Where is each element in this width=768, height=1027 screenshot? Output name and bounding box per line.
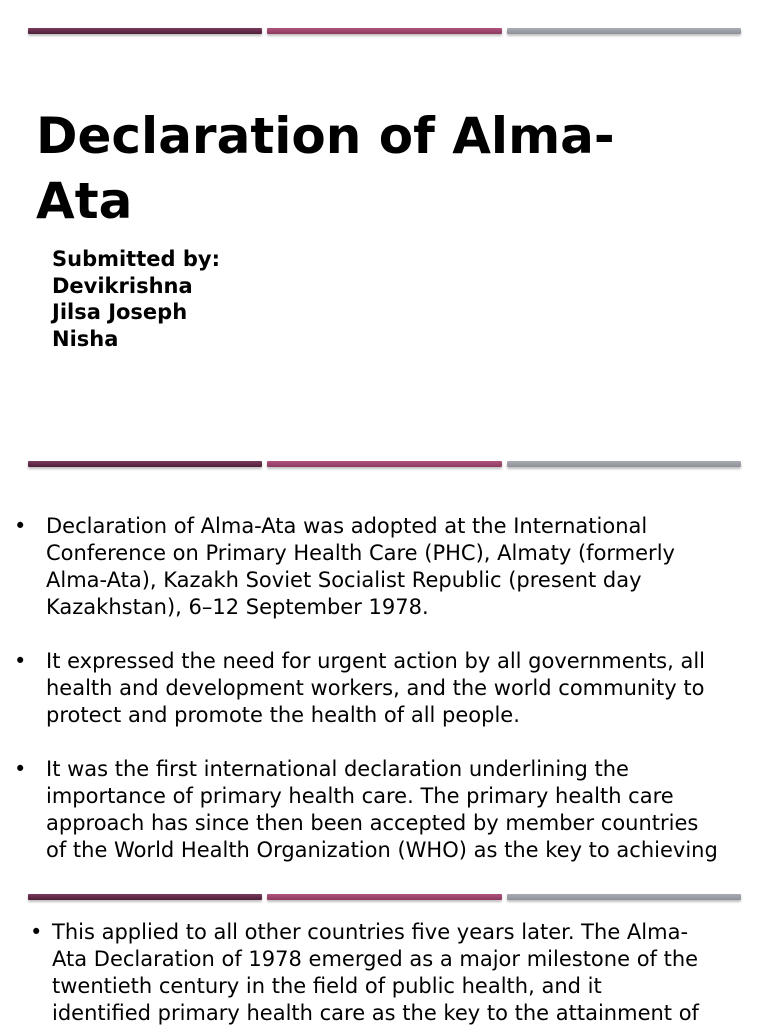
bar-dark-purple — [28, 894, 262, 900]
bullet-dot-icon: • — [14, 649, 27, 673]
bar-magenta — [267, 28, 501, 34]
bar-magenta — [267, 894, 501, 900]
bullet-text: This applied to all other countries five years later. The Alma- Ata Declaration of 1978 emerged as a major milestone of the twentieth century in the field of public health, and it identified primary health care as the key to the attainment of — [52, 920, 699, 1025]
submitted-by-block — [52, 246, 220, 353]
bar-dark-purple — [28, 28, 262, 34]
submitted-by-label: Submitted by: — [52, 247, 220, 271]
bullet-item — [14, 756, 768, 864]
bar-gray — [507, 894, 741, 900]
bar-magenta — [267, 461, 501, 467]
bullet-dot-icon: • — [14, 514, 27, 538]
bar-gray — [507, 28, 741, 34]
author-name: Nisha — [52, 327, 119, 352]
bullet-item — [30, 919, 768, 1027]
bullet-text: Declaration of Alma-Ata was adopted at the International Conference on Primary Health Care (PHC), Almaty (formerly Alma-Ata), Kazakh Soviet Socialist Republic (present day Kazakhstan), 6–12 September 1978. — [46, 514, 675, 619]
bullet-item — [14, 513, 768, 621]
bullet-item — [14, 648, 768, 729]
decorative-bars-middle — [28, 461, 741, 469]
slide-title: Declaration of Alma- Ata — [36, 107, 615, 230]
bullet-list-slide-3 — [30, 919, 768, 1027]
decorative-bars-top — [28, 28, 741, 36]
bar-gray — [507, 461, 741, 467]
author-name: Devikrishna — [52, 273, 193, 298]
bullet-dot-icon: • — [14, 757, 27, 781]
bullet-text: It was the first international declaration underlining the importance of primary health care. The primary health care approach has since then been accepted by member countries of the World Health Organization (WHO) as the key to achieving — [46, 757, 718, 862]
bullet-dot-icon: • — [30, 920, 43, 944]
decorative-bars-bottom — [28, 894, 741, 902]
bullet-text: It expressed the need for urgent action by all governments, all health and development workers, and the world community to protect and promote the health of all people. — [46, 649, 706, 727]
bar-dark-purple — [28, 461, 262, 467]
author-name: Jilsa Joseph — [52, 300, 188, 325]
bullet-list-slide-2 — [14, 513, 768, 891]
